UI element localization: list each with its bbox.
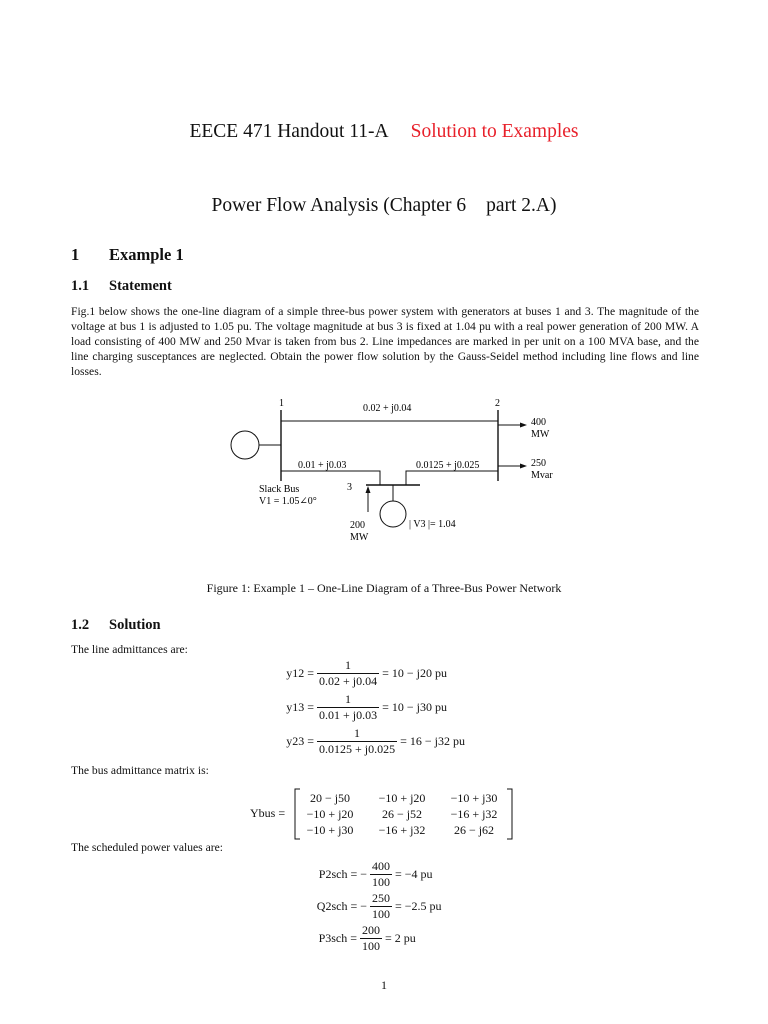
subtitle-part-a: Power Flow Analysis (Chapter 6	[211, 195, 467, 216]
load-q-value: 250	[531, 458, 546, 469]
impedance-1-2: 0.02 + j0.04	[363, 403, 412, 414]
matrix-cell: −16 + j32	[378, 823, 426, 837]
statement-paragraph: Fig.1 below shows the one-line diagram of a simple three-bus power system with generators at buses 1 and 3. The magnitude of the voltage at bus 1 is adjusted to 1.05 pu. The voltage magnitude at bus 3 is fixed at 1.04 pu with a real power generation of 200 MW. A load consisting of 400 MW and 250 Mvar is taken from bus 2. Line impedances are marked in per unit on a 100 MVA base, and the line charging susceptances are neglected. Obtain the power flow solution by the Gauss-Seidel method including line flows and line losses.	[71, 305, 699, 378]
matrix-cell: −16 + j32	[450, 807, 498, 821]
title-highlight: Solution to Examples	[410, 121, 579, 142]
ybus-lhs: Ybus =	[250, 806, 286, 820]
load-p-value: 400	[531, 417, 546, 428]
subsection-heading-solution: 1.2 Solution	[71, 617, 161, 633]
admittance-equation-y12: y12 = $\frac{1}{0.02 + j0.04}$ = 10 − j20 pu	[286, 658, 447, 688]
page-number: 1	[381, 978, 387, 992]
one-line-diagram	[220, 390, 560, 560]
scheduled-equation-p2: P2sch = − $\frac{400}{100}$ = −4 pu	[318, 859, 433, 889]
gen3-p-unit: MW	[350, 532, 369, 543]
document-title	[0, 121, 768, 143]
line-admittance-intro: The line admittances are:	[71, 643, 188, 656]
impedance-2-3: 0.0125 + j0.025	[416, 460, 480, 471]
scheduled-intro: The scheduled power values are:	[71, 841, 223, 854]
title-main: EECE 471 Handout 11-A	[189, 121, 389, 142]
matrix-cell: 20 − j50	[309, 791, 351, 805]
slack-bus-label: Slack Bus	[259, 484, 300, 495]
matrix-cell: −10 + j30	[306, 823, 354, 837]
v3-label: | V3 |= 1.04	[409, 519, 456, 530]
section-heading-1: 1 Example 1	[71, 245, 184, 264]
scheduled-equation-p3: P3sch = $\frac{200}{100}$ = 2 pu	[318, 923, 416, 953]
bus-3-label: 3	[347, 482, 352, 493]
matrix-cell: −10 + j20	[378, 791, 426, 805]
impedance-1-3: 0.01 + j0.03	[298, 460, 347, 471]
matrix-cell: 26 − j52	[381, 807, 423, 821]
subsection-heading-statement: 1.1 Statement	[71, 278, 172, 294]
scheduled-equation-q2: Q2sch = − $\frac{250}{100}$ = −2.5 pu	[316, 891, 442, 921]
subtitle-part-b: part 2.A)	[486, 195, 557, 216]
ybus-intro: The bus admittance matrix is:	[71, 764, 209, 777]
figure-caption: Figure 1: Example 1 – One-Line Diagram of a Three-Bus Power Network	[206, 581, 562, 595]
bus-2-label: 2	[495, 398, 500, 409]
bus-1-label: 1	[279, 398, 284, 409]
matrix-cell: 26 − j62	[453, 823, 495, 837]
document-subtitle	[0, 195, 768, 217]
ybus-matrix	[250, 788, 520, 840]
load-q-unit: Mvar	[531, 470, 553, 481]
admittance-equation-y13: y13 = $\frac{1}{0.01 + j0.03}$ = 10 − j30 pu	[286, 692, 447, 722]
matrix-cell: −10 + j20	[306, 807, 354, 821]
matrix-cell: −10 + j30	[450, 791, 498, 805]
admittance-equation-y23: y23 = $\frac{1}{0.0125 + j0.025}$ = 16 − j32 pu	[286, 726, 465, 756]
gen3-p-value: 200	[350, 520, 365, 531]
load-p-unit: MW	[531, 429, 550, 440]
v1-label: V1 = 1.05∠0°	[259, 496, 317, 507]
